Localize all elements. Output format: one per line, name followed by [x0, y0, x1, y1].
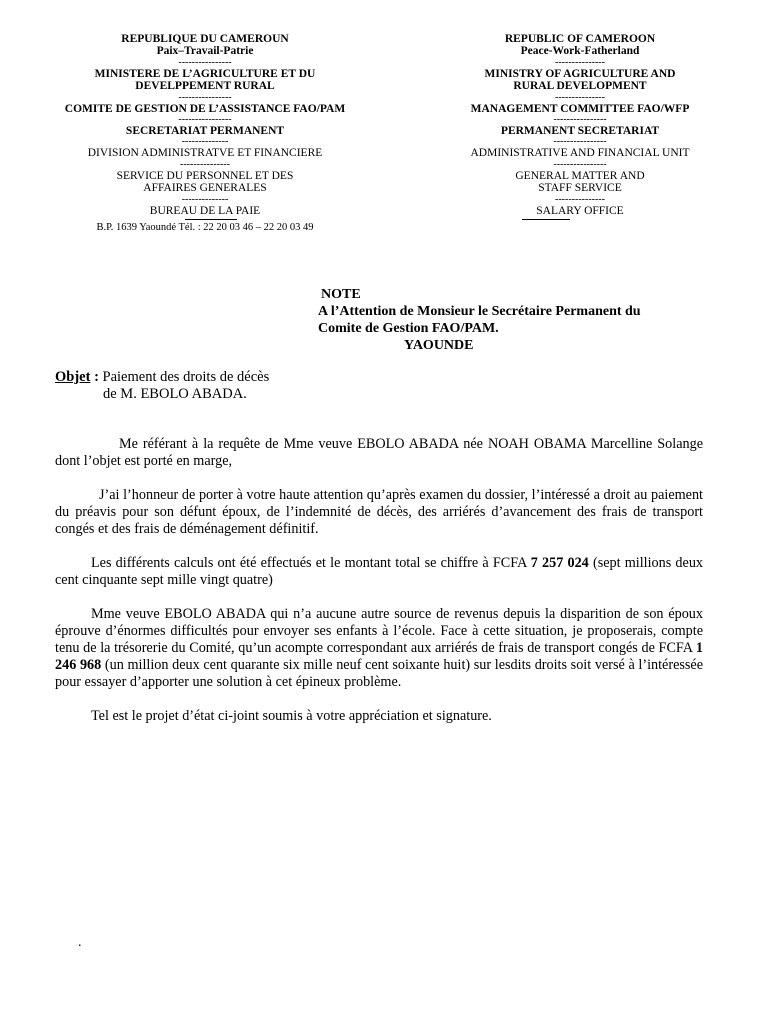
separator: ----------------: [178, 56, 232, 68]
separator: ---------------: [555, 193, 605, 205]
header-french: [55, 33, 355, 234]
service-fr-line2: AFFAIRES GENERALES: [143, 182, 267, 195]
ministry-en-line2: RURAL DEVELOPMENT: [513, 80, 647, 93]
underline-rule: [185, 219, 237, 220]
subject-line2: de M. EBOLO ABADA.: [103, 386, 247, 402]
subject-colon: :: [90, 369, 99, 385]
bureau-en: SALARY OFFICE: [536, 204, 624, 217]
committee-fr: COMITE DE GESTION DE L’ASSISTANCE FAO/PAM: [64, 102, 346, 115]
separator: ----------------: [178, 91, 232, 103]
separator: ---------------: [180, 158, 230, 170]
secretariat-en: PERMANENT SECRETARIAT: [500, 125, 660, 138]
underline-rule: [522, 219, 570, 220]
footer-mark: .: [78, 935, 82, 950]
letter-body: [55, 436, 703, 742]
advance-amount: 1 246 968: [55, 640, 703, 673]
division-fr: DIVISION ADMINISTRATVE ET FINANCIERE: [87, 147, 323, 160]
separator: ---------------: [555, 56, 605, 68]
country-name-fr: REPUBLIQUE DU CAMEROUN: [121, 33, 289, 45]
paragraph-3: [55, 555, 703, 589]
paragraph-3-text-a: Les différents calculs ont été effectués et le montant total se chiffre à FCFA: [91, 555, 531, 571]
ministry-en-line1: MINISTRY OF AGRICULTURE AND: [484, 67, 676, 80]
note-city: YAOUNDE: [404, 338, 474, 353]
separator: ---------------: [555, 91, 605, 103]
subject-block: [55, 369, 455, 403]
note-recipient-block: [318, 286, 718, 354]
bureau-fr: BUREAU DE LA PAIE: [149, 204, 261, 217]
paragraph-1: Me référant à la requête de Mme veuve EBOLO ABADA née NOAH OBAMA Marcelline Solange dont l’objet est porté en marge,: [55, 436, 703, 469]
motto-en: Peace-Work-Fatherland: [520, 45, 640, 58]
header-english: [440, 33, 720, 220]
country-name-en: REPUBLIC OF CAMEROON: [504, 33, 656, 45]
secretariat-fr: SECRETARIAT PERMANENT: [125, 125, 285, 138]
separator: ----------------: [553, 136, 607, 148]
subject-line1: Paiement des droits de décès: [98, 369, 270, 385]
service-en-line1: GENERAL MATTER AND: [515, 169, 645, 182]
postal-address: B.P. 1639 Yaoundé Tél. : 22 20 03 46 – 22 20 03 49: [96, 222, 314, 234]
separator: ----------------: [553, 114, 607, 126]
service-en-line2: STAFF SERVICE: [538, 182, 622, 195]
paragraph-2: J’ai l’honneur de porter à votre haute attention qu’après examen du dossier, l’intéressé a droit au paiement du préavis pour son défunt époux, de l’indemnité de décès, des arriérés d’avancement des frais de transport congés et des frais de déménagement définitif.: [55, 487, 703, 537]
paragraph-5: Tel est le projet d’état ci-joint soumis à votre appréciation et signature.: [91, 708, 492, 724]
paragraph-3-text-b: (sept millions deux cent cinquante sept mille vingt quatre): [55, 555, 704, 588]
paragraph-4: [55, 606, 703, 691]
paragraph-4-text-b: (un million deux cent quarante six mille neuf cent soixante huit) sur lesdits droits soit versé à l’intéressée pour essayer d’apporter une solution à cet épineux problème.: [55, 657, 704, 690]
separator: --------------: [181, 136, 229, 148]
committee-en: MANAGEMENT COMMITTEE FAO/WFP: [470, 102, 690, 115]
paragraph-4-text-a: Mme veuve EBOLO ABADA qui n’a aucune autre source de revenus depuis la disparition de son époux éprouve d’énormes difficultés pour envoyer ses enfants à l’école. Face à cette situation, je proposerais, compte tenu de la trésorerie du Comité, qu’un acompte correspondant aux arriérés de frais de transport congés de FCFA: [55, 606, 703, 656]
ministry-fr-line1: MINISTERE DE L’AGRICULTURE ET DU: [94, 67, 316, 80]
subject-label: Objet: [55, 369, 91, 385]
note-line2: Comite de Gestion FAO/PAM.: [318, 321, 499, 336]
separator: ----------------: [178, 114, 232, 126]
motto-fr: Paix–Travail-Patrie: [156, 45, 254, 58]
total-amount: 7 257 024: [530, 555, 589, 571]
separator: --------------: [181, 193, 229, 205]
note-line1: A l’Attention de Monsieur le Secrétaire Permanent du: [318, 304, 641, 319]
note-title: NOTE: [321, 287, 361, 302]
separator: ----------------: [553, 158, 607, 170]
service-fr-line1: SERVICE DU PERSONNEL ET DES: [116, 169, 294, 182]
ministry-fr-line2: DEVELPPEMENT RURAL: [135, 80, 275, 93]
division-en: ADMINISTRATIVE AND FINANCIAL UNIT: [470, 147, 690, 160]
